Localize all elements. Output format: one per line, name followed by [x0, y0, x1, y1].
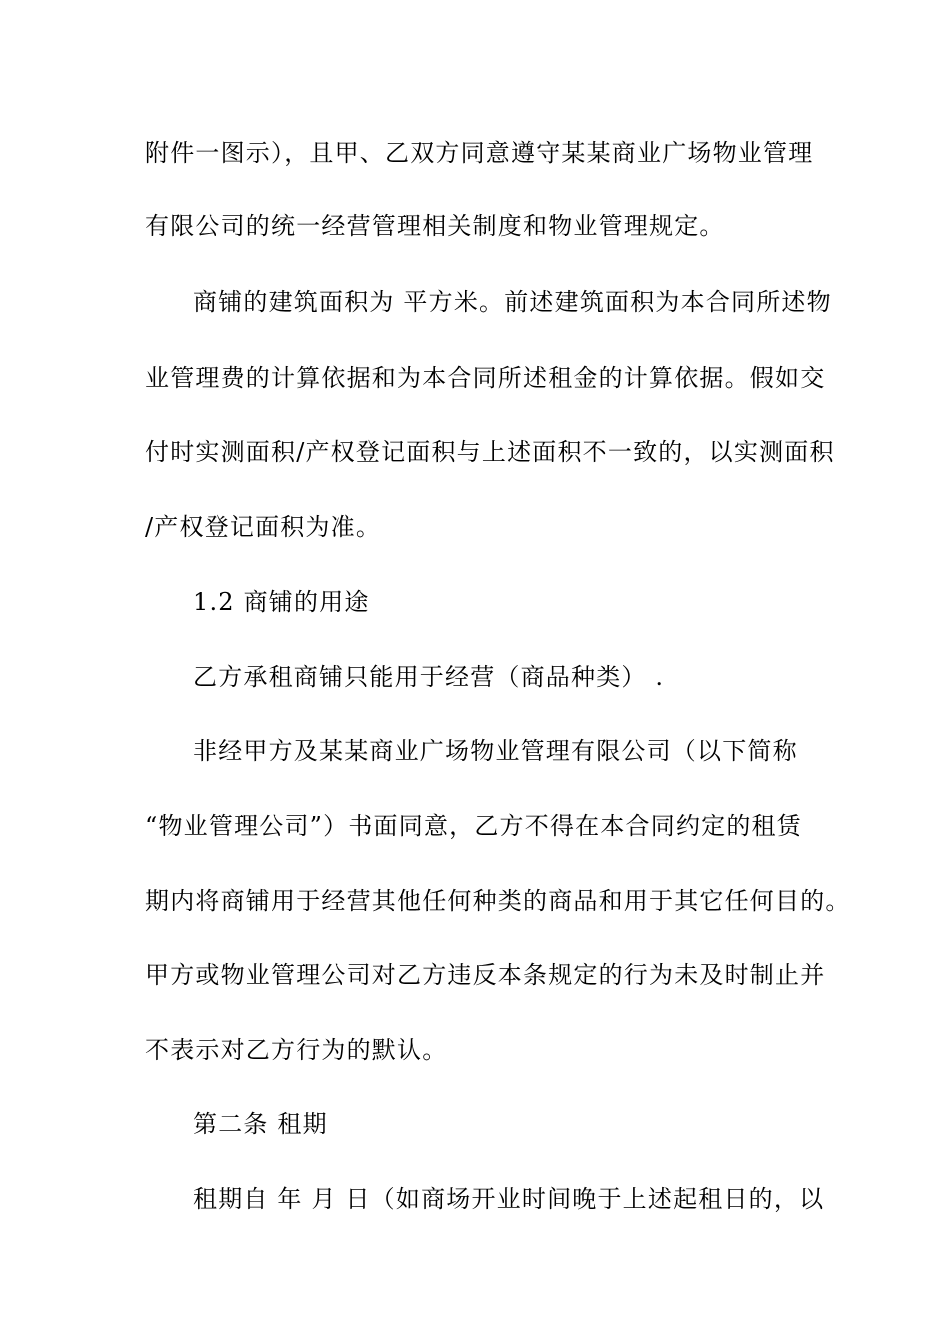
paragraph-line: 业管理费的计算依据和为本合同所述租金的计算依据。假如交 [145, 364, 826, 392]
paragraph-line: 付时实测面积/产权登记面积与上述面积不一致的，以实测面积 [145, 438, 835, 466]
paragraph-line: “物业管理公司”）书面同意，乙方不得在本合同约定的租赁 [145, 812, 802, 840]
section-heading: 1.2 商铺的用途 [193, 588, 370, 616]
paragraph-line: 乙方承租商铺只能用于经营（商品种类） . [193, 663, 665, 691]
paragraph-line: /产权登记面积为准。 [145, 513, 382, 541]
paragraph-line: 不表示对乙方行为的默认。 [145, 1036, 448, 1064]
article-heading: 第二条 租期 [193, 1110, 328, 1138]
paragraph-line: 甲方或物业管理公司对乙方违反本条规定的行为未及时制止并 [145, 961, 826, 989]
paragraph-line: 有限公司的统一经营管理相关制度和物业管理规定。 [145, 212, 725, 240]
paragraph-line: 附件一图示），且甲、乙双方同意遵守某某商业广场物业管理 [145, 139, 814, 167]
paragraph-line: 租期自 年 月 日（如商场开业时间晚于上述起租日的，以 [193, 1185, 825, 1213]
paragraph-line: 期内将商铺用于经营其他任何种类的商品和用于其它任何目的。 [145, 887, 851, 915]
paragraph-line: 非经甲方及某某商业广场物业管理有限公司（以下简称 [193, 737, 798, 765]
paragraph-line: 商铺的建筑面积为 平方米。前述建筑面积为本合同所述物 [193, 288, 832, 316]
